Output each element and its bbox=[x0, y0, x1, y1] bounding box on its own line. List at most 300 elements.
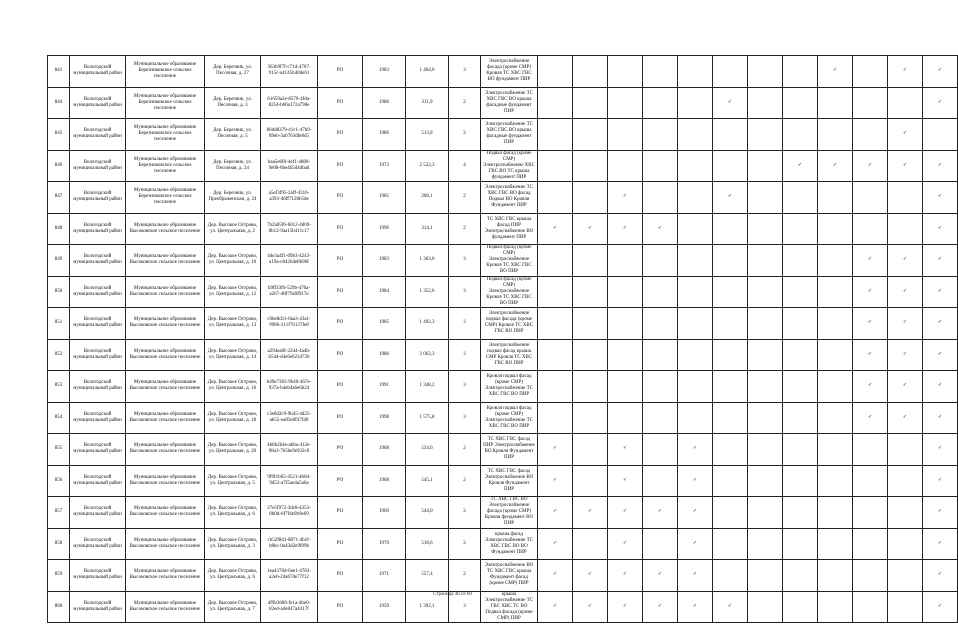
check-mark-icon: ✓ bbox=[923, 339, 958, 371]
year-cell: 1969 bbox=[363, 497, 406, 529]
empty-cell bbox=[853, 497, 888, 529]
empty-cell bbox=[748, 56, 783, 88]
municipality-cell: Муниципальное образование Высоковское сельское поселение bbox=[126, 528, 205, 560]
check-mark-icon: ✓ bbox=[888, 402, 923, 434]
fias-code-cell: 1ea4376d-0ae1-4783-a2e6-24a67de77f12 bbox=[261, 560, 318, 592]
empty-cell bbox=[573, 465, 608, 497]
check-mark-icon: ✓ bbox=[538, 560, 573, 592]
floors-cell: 3 bbox=[449, 402, 481, 434]
table-row bbox=[48, 371, 958, 403]
works-list-cell: ТС ХВС ГВС фасад ПИР Электроснабжение ВО Кровля Фундамент ПИР bbox=[481, 434, 538, 466]
municipality-cell: Муниципальное образование Высоковское сельское поселение bbox=[126, 339, 205, 371]
works-list-cell: Электроснабжение ТС ХВС ГВС ВО фасад Подвал ВО Кровля Фундамент ПИР bbox=[481, 182, 538, 214]
empty-cell bbox=[853, 56, 888, 88]
fias-code-cell: c3e0d2c9-9b45-4d25-ab55-ea83e0f47f40 bbox=[261, 402, 318, 434]
works-list-cell: Электроснабжение ТС ХВС ГВС ВО крыша фасадные фундамент ПИР bbox=[481, 87, 538, 119]
row-number-cell: 850 bbox=[48, 276, 70, 308]
empty-cell bbox=[678, 87, 713, 119]
ownership-cell: РО bbox=[318, 465, 363, 497]
area-cell: 1 363,0 bbox=[406, 245, 449, 277]
empty-cell bbox=[783, 339, 818, 371]
table-row bbox=[48, 182, 958, 214]
empty-cell bbox=[643, 434, 678, 466]
table-row bbox=[48, 245, 958, 277]
empty-cell bbox=[748, 182, 783, 214]
municipality-cell: Муниципальное образование Высоковское сельское поселение bbox=[126, 434, 205, 466]
ownership-cell: РО bbox=[318, 150, 363, 182]
empty-cell bbox=[538, 308, 573, 340]
table-row bbox=[48, 402, 958, 434]
empty-cell bbox=[713, 497, 748, 529]
table-row bbox=[48, 528, 958, 560]
works-list-cell: Электроснабжение подвал фасада (кроме СМР) Кровля ТС ХВС ГВС ВО ПИР bbox=[481, 308, 538, 340]
check-mark-icon: ✓ bbox=[923, 213, 958, 245]
check-mark-icon: ✓ bbox=[888, 150, 923, 182]
year-cell: 1996 bbox=[363, 213, 406, 245]
check-mark-icon: ✓ bbox=[643, 591, 678, 623]
works-list-cell: крыша фасад Электроснабжение ТС ХВС ГВС ВО ВО Фундамент ПИР bbox=[481, 528, 538, 560]
district-cell: Вологодский муниципальный район bbox=[70, 245, 126, 277]
empty-cell bbox=[748, 434, 783, 466]
check-mark-icon: ✓ bbox=[608, 182, 643, 214]
floors-cell: 3 bbox=[449, 276, 481, 308]
check-mark-icon: ✓ bbox=[818, 150, 853, 182]
address-cell: Дер. Высокое Острово, ул. Центральная, д. 2 bbox=[205, 213, 261, 245]
empty-cell bbox=[713, 150, 748, 182]
empty-cell bbox=[573, 56, 608, 88]
check-mark-icon: ✓ bbox=[678, 560, 713, 592]
empty-cell bbox=[538, 276, 573, 308]
table-row bbox=[48, 150, 958, 182]
empty-cell bbox=[783, 119, 818, 151]
municipality-cell: Муниципальное образование Высоковское сельское поселение bbox=[126, 371, 205, 403]
empty-cell bbox=[748, 119, 783, 151]
check-mark-icon: ✓ bbox=[643, 560, 678, 592]
works-list-cell: Кровля подвал фасад (кроме СМР) Электроснабжение ТС ХВС ГВС ВО ПИР bbox=[481, 371, 538, 403]
check-mark-icon: ✓ bbox=[538, 434, 573, 466]
check-mark-icon: ✓ bbox=[888, 339, 923, 371]
year-cell: 1970 bbox=[363, 528, 406, 560]
empty-cell bbox=[853, 182, 888, 214]
works-list-cell: Электроснабжение ВО ТС ХВС ГВС крыша Фундамент фасад (кроме СМР) ПИР bbox=[481, 560, 538, 592]
table-row bbox=[48, 87, 958, 119]
ownership-cell: РО bbox=[318, 497, 363, 529]
row-number-cell: 844 bbox=[48, 87, 70, 119]
fias-code-cell: 4de3a4f1-09b3-4243-a19a-c84264e8b96f bbox=[261, 245, 318, 277]
empty-cell bbox=[678, 308, 713, 340]
empty-cell bbox=[818, 528, 853, 560]
empty-cell bbox=[538, 339, 573, 371]
empty-cell bbox=[573, 87, 608, 119]
empty-cell bbox=[748, 245, 783, 277]
year-cell: 1983 bbox=[363, 245, 406, 277]
empty-cell bbox=[713, 528, 748, 560]
check-mark-icon: ✓ bbox=[573, 591, 608, 623]
check-mark-icon: ✓ bbox=[573, 213, 608, 245]
table-row bbox=[48, 434, 958, 466]
floors-cell: 3 bbox=[449, 56, 481, 88]
check-mark-icon: ✓ bbox=[923, 528, 958, 560]
works-list-cell: Подвал фасад (кроме СМР) Электроснабжение Кровля ТС ХВС ГВС ВО ПИР bbox=[481, 245, 538, 277]
empty-cell bbox=[923, 119, 958, 151]
fias-code-cell: 363b9f7f-c71d-4767-915c-a4145b40de61 bbox=[261, 56, 318, 88]
check-mark-icon: ✓ bbox=[923, 245, 958, 277]
area-cell: 1 464,0 bbox=[406, 56, 449, 88]
empty-cell bbox=[818, 119, 853, 151]
check-mark-icon: ✓ bbox=[888, 56, 923, 88]
municipality-cell: Муниципальное образование Высоковское сельское поселение bbox=[126, 402, 205, 434]
table-row bbox=[48, 339, 958, 371]
row-number-cell: 854 bbox=[48, 402, 70, 434]
row-number-cell: 848 bbox=[48, 213, 70, 245]
district-cell: Вологодский муниципальный район bbox=[70, 276, 126, 308]
check-mark-icon: ✓ bbox=[538, 465, 573, 497]
table-row bbox=[48, 497, 958, 529]
district-cell: Вологодский муниципальный район bbox=[70, 213, 126, 245]
empty-cell bbox=[608, 56, 643, 88]
floors-cell: 2 bbox=[449, 119, 481, 151]
ownership-cell: РО bbox=[318, 87, 363, 119]
municipality-cell: Муниципальное образование Березниковское сельское поселение bbox=[126, 119, 205, 151]
empty-cell bbox=[713, 560, 748, 592]
check-mark-icon: ✓ bbox=[923, 371, 958, 403]
ownership-cell: РО bbox=[318, 308, 363, 340]
empty-cell bbox=[748, 213, 783, 245]
ownership-cell: РО bbox=[318, 119, 363, 151]
empty-cell bbox=[608, 308, 643, 340]
empty-cell bbox=[783, 434, 818, 466]
row-number-cell: 847 bbox=[48, 182, 70, 214]
ownership-cell: РО bbox=[318, 245, 363, 277]
table-row bbox=[48, 119, 958, 151]
empty-cell bbox=[643, 465, 678, 497]
municipality-cell: Муниципальное образование Высоковское сельское поселение bbox=[126, 497, 205, 529]
works-list-cell: Подвал фасад (кроме СМР) Электроснабжение Кровля ТС ХВС ГВС ВО ПИР bbox=[481, 276, 538, 308]
empty-cell bbox=[643, 150, 678, 182]
empty-cell bbox=[643, 245, 678, 277]
empty-cell bbox=[608, 339, 643, 371]
works-list-cell: крыша Электроснабжение ТС ГВС ХВС ТС ВО Подвал фасада (кроме СМР) ПИР bbox=[481, 591, 538, 623]
check-mark-icon: ✓ bbox=[853, 371, 888, 403]
empty-cell bbox=[643, 56, 678, 88]
ownership-cell: РО bbox=[318, 213, 363, 245]
year-cell: 1986 bbox=[363, 119, 406, 151]
district-cell: Вологодский муниципальный район bbox=[70, 591, 126, 623]
floors-cell: 2 bbox=[449, 497, 481, 529]
table-row bbox=[48, 560, 958, 592]
district-cell: Вологодский муниципальный район bbox=[70, 182, 126, 214]
floors-cell: 3 bbox=[449, 591, 481, 623]
empty-cell bbox=[853, 560, 888, 592]
district-cell: Вологодский муниципальный район bbox=[70, 434, 126, 466]
year-cell: 1972 bbox=[363, 150, 406, 182]
check-mark-icon: ✓ bbox=[678, 434, 713, 466]
area-cell: 2 522,3 bbox=[406, 150, 449, 182]
municipality-cell: Муниципальное образование Высоковское сельское поселение bbox=[126, 465, 205, 497]
empty-cell bbox=[818, 308, 853, 340]
empty-cell bbox=[643, 402, 678, 434]
floors-cell: 2 bbox=[449, 87, 481, 119]
ownership-cell: РО bbox=[318, 276, 363, 308]
table-row bbox=[48, 465, 958, 497]
year-cell: 1986 bbox=[363, 87, 406, 119]
fias-code-cell: 4b8b2b4e-ab0a-412e-98a3-7b5be9e932c6 bbox=[261, 434, 318, 466]
address-cell: Дер. Высокое Острово, ул. Центральная, д. 20 bbox=[205, 434, 261, 466]
area-cell: 1 348,2 bbox=[406, 371, 449, 403]
address-cell: Дер. Высокое Острово, ул. Центральная, д. 3 bbox=[205, 528, 261, 560]
check-mark-icon: ✓ bbox=[888, 308, 923, 340]
empty-cell bbox=[888, 213, 923, 245]
row-number-cell: 855 bbox=[48, 434, 70, 466]
works-list-cell: Подвал фасад (кроме СМР) Электроснабжение ХВС ГВС ВО ТС крыша фундамент ПИР bbox=[481, 150, 538, 182]
empty-cell bbox=[713, 465, 748, 497]
municipality-cell: Муниципальное образование Березниковское сельское поселение bbox=[126, 56, 205, 88]
buildings-register-table bbox=[47, 55, 958, 623]
works-list-cell: ТС ХВС ГВС фасад Электроснабжение ВО Кровля Фундамент ПИР bbox=[481, 465, 538, 497]
ownership-cell: РО bbox=[318, 560, 363, 592]
empty-cell bbox=[678, 182, 713, 214]
empty-cell bbox=[783, 182, 818, 214]
empty-cell bbox=[678, 339, 713, 371]
empty-cell bbox=[783, 528, 818, 560]
row-number-cell: 859 bbox=[48, 560, 70, 592]
check-mark-icon: ✓ bbox=[888, 245, 923, 277]
check-mark-icon: ✓ bbox=[853, 245, 888, 277]
district-cell: Вологодский муниципальный район bbox=[70, 56, 126, 88]
district-cell: Вологодский муниципальный район bbox=[70, 560, 126, 592]
check-mark-icon: ✓ bbox=[608, 497, 643, 529]
district-cell: Вологодский муниципальный район bbox=[70, 497, 126, 529]
municipality-cell: Муниципальное образование Высоковское сельское поселение bbox=[126, 308, 205, 340]
area-cell: 545,1 bbox=[406, 465, 449, 497]
empty-cell bbox=[678, 402, 713, 434]
address-cell: Дер. Высокое Острово, ул. Центральная, д. 10 bbox=[205, 245, 261, 277]
empty-cell bbox=[643, 371, 678, 403]
empty-cell bbox=[643, 308, 678, 340]
fias-code-cell: 7b2a05f6-6012-4d69-8b12-9aa15b411c17 bbox=[261, 213, 318, 245]
table-row bbox=[48, 276, 958, 308]
empty-cell bbox=[608, 150, 643, 182]
area-cell: 544,0 bbox=[406, 497, 449, 529]
check-mark-icon: ✓ bbox=[678, 465, 713, 497]
municipality-cell: Муниципальное образование Березниковское сельское поселение bbox=[126, 87, 205, 119]
empty-cell bbox=[608, 119, 643, 151]
empty-cell bbox=[748, 308, 783, 340]
fias-code-cell: 9f9f1b65-4521-4b0d-9d53-a7f5ae4a5a6a bbox=[261, 465, 318, 497]
row-number-cell: 857 bbox=[48, 497, 70, 529]
municipality-cell: Муниципальное образование Березниковское сельское поселение bbox=[126, 182, 205, 214]
floors-cell: 3 bbox=[449, 339, 481, 371]
address-cell: Дер. Высокое Острово, ул. Центральная, д. 18 bbox=[205, 402, 261, 434]
year-cell: 1959 bbox=[363, 591, 406, 623]
check-mark-icon: ✓ bbox=[923, 308, 958, 340]
municipality-cell: Муниципальное образование Высоковское сельское поселение bbox=[126, 245, 205, 277]
page-footer: Страница 48 из 60 bbox=[433, 592, 472, 597]
row-number-cell: 841 bbox=[48, 56, 70, 88]
row-number-cell: 858 bbox=[48, 528, 70, 560]
floors-cell: 2 bbox=[449, 213, 481, 245]
address-cell: Дер. Высокое Острово, ул. Центральная, д. 16 bbox=[205, 371, 261, 403]
year-cell: 1968 bbox=[363, 465, 406, 497]
empty-cell bbox=[818, 560, 853, 592]
empty-cell bbox=[818, 245, 853, 277]
ownership-cell: РО bbox=[318, 402, 363, 434]
table-row bbox=[48, 56, 958, 88]
ownership-cell: РО bbox=[318, 434, 363, 466]
fias-code-cell: baa5e6f0-4ef1-4880-9e08-6be4b5d4d6ad bbox=[261, 150, 318, 182]
year-cell: 1986 bbox=[363, 339, 406, 371]
empty-cell bbox=[573, 276, 608, 308]
empty-cell bbox=[538, 119, 573, 151]
check-mark-icon: ✓ bbox=[923, 591, 958, 623]
empty-cell bbox=[818, 213, 853, 245]
empty-cell bbox=[573, 339, 608, 371]
district-cell: Вологодский муниципальный район bbox=[70, 308, 126, 340]
address-cell: Дер. Березник, ул. Песочная, д. 24 bbox=[205, 150, 261, 182]
fias-code-cell: 4f9b3686-fe1a-4be0-82ed-a4e847a4417f bbox=[261, 591, 318, 623]
floors-cell: 3 bbox=[449, 245, 481, 277]
municipality-cell: Муниципальное образование Березниковское сельское поселение bbox=[126, 150, 205, 182]
check-mark-icon: ✓ bbox=[538, 528, 573, 560]
area-cell: 1 492,3 bbox=[406, 308, 449, 340]
municipality-cell: Муниципальное образование Высоковское сельское поселение bbox=[126, 213, 205, 245]
empty-cell bbox=[853, 119, 888, 151]
address-cell: Дер. Березник, ул. Песочная, д. 3 bbox=[205, 87, 261, 119]
row-number-cell: 851 bbox=[48, 308, 70, 340]
check-mark-icon: ✓ bbox=[538, 213, 573, 245]
table-row bbox=[48, 213, 958, 245]
address-cell: Дер. Высокое Острово, ул. Центральная, д. 14 bbox=[205, 339, 261, 371]
empty-cell bbox=[853, 434, 888, 466]
fias-code-cell: cb52f8d1-8871-4b1f-b8bc-0a43d2e9f99b bbox=[261, 528, 318, 560]
row-number-cell: 849 bbox=[48, 245, 70, 277]
empty-cell bbox=[818, 371, 853, 403]
empty-cell bbox=[608, 402, 643, 434]
year-cell: 1998 bbox=[363, 402, 406, 434]
check-mark-icon: ✓ bbox=[888, 276, 923, 308]
area-cell: 208,1 bbox=[406, 182, 449, 214]
empty-cell bbox=[888, 560, 923, 592]
empty-cell bbox=[748, 150, 783, 182]
ownership-cell: РО bbox=[318, 591, 363, 623]
check-mark-icon: ✓ bbox=[853, 339, 888, 371]
check-mark-icon: ✓ bbox=[853, 276, 888, 308]
empty-cell bbox=[713, 245, 748, 277]
empty-cell bbox=[888, 434, 923, 466]
address-cell: Дер. Высокое Острово, ул. Центральная, д. 6 bbox=[205, 560, 261, 592]
district-cell: Вологодский муниципальный район bbox=[70, 402, 126, 434]
empty-cell bbox=[853, 87, 888, 119]
check-mark-icon: ✓ bbox=[923, 402, 958, 434]
empty-cell bbox=[783, 465, 818, 497]
check-mark-icon: ✓ bbox=[923, 465, 958, 497]
row-number-cell: 846 bbox=[48, 150, 70, 182]
empty-cell bbox=[713, 434, 748, 466]
area-cell: 534,6 bbox=[406, 434, 449, 466]
check-mark-icon: ✓ bbox=[608, 465, 643, 497]
empty-cell bbox=[573, 182, 608, 214]
works-list-cell: Кровля подвал фасад (кроме СМР) Электроснабжение ТС ХВС ГВС ВО ПИР bbox=[481, 402, 538, 434]
district-cell: Вологодский муниципальный район bbox=[70, 528, 126, 560]
municipality-cell: Муниципальное образование Высоковское сельское поселение bbox=[126, 276, 205, 308]
area-cell: 311,9 bbox=[406, 87, 449, 119]
address-cell: Дер. Березник, ул. Песочная, д. 5 bbox=[205, 119, 261, 151]
floors-cell: 4 bbox=[449, 150, 481, 182]
fias-code-cell: a294ea6f-22d4-4a4b-b544-d4e6e6234726 bbox=[261, 339, 318, 371]
district-cell: Вологодский муниципальный район bbox=[70, 119, 126, 151]
municipality-cell: Муниципальное образование Высоковское сельское поселение bbox=[126, 591, 205, 623]
year-cell: 1983 bbox=[363, 56, 406, 88]
empty-cell bbox=[573, 119, 608, 151]
year-cell: 1985 bbox=[363, 182, 406, 214]
empty-cell bbox=[888, 87, 923, 119]
empty-cell bbox=[678, 213, 713, 245]
empty-cell bbox=[748, 465, 783, 497]
empty-cell bbox=[783, 213, 818, 245]
address-cell: Дер. Высокое Острово, ул. Центральная, д. 12 bbox=[205, 276, 261, 308]
fias-code-cell: 27e5f972-3dc8-4353-8b0d-6f7f4e9b9e69 bbox=[261, 497, 318, 529]
check-mark-icon: ✓ bbox=[713, 182, 748, 214]
empty-cell bbox=[643, 182, 678, 214]
floors-cell: 3 bbox=[449, 308, 481, 340]
check-mark-icon: ✓ bbox=[538, 591, 573, 623]
floors-cell: 2 bbox=[449, 560, 481, 592]
empty-cell bbox=[713, 339, 748, 371]
area-cell: 1 575,8 bbox=[406, 402, 449, 434]
year-cell: 1968 bbox=[363, 434, 406, 466]
district-cell: Вологодский муниципальный район bbox=[70, 339, 126, 371]
check-mark-icon: ✓ bbox=[923, 497, 958, 529]
area-cell: 513,8 bbox=[406, 119, 449, 151]
empty-cell bbox=[538, 56, 573, 88]
empty-cell bbox=[783, 560, 818, 592]
row-number-cell: 860 bbox=[48, 591, 70, 623]
works-list-cell: Электроснабжение ТС ХВС ГВС ВО крыша фасадные фундамент ПИР bbox=[481, 119, 538, 151]
district-cell: Вологодский муниципальный район bbox=[70, 87, 126, 119]
empty-cell bbox=[713, 213, 748, 245]
empty-cell bbox=[573, 150, 608, 182]
empty-cell bbox=[888, 182, 923, 214]
empty-cell bbox=[573, 371, 608, 403]
address-cell: Дер. Высокое Острово, ул. Центральная, д. 5 bbox=[205, 465, 261, 497]
check-mark-icon: ✓ bbox=[783, 150, 818, 182]
district-cell: Вологодский муниципальный район bbox=[70, 371, 126, 403]
area-cell: 2 063,3 bbox=[406, 339, 449, 371]
works-list-cell: ТС ХВС ГВС ВО Электроснабжение фасада (кроме СМР) Кровля фундамент ВО ПИР bbox=[481, 497, 538, 529]
fias-code-cell: 86dd8379-41c1-47b9-89eb-3a6763dfe8d5 bbox=[261, 119, 318, 151]
check-mark-icon: ✓ bbox=[923, 434, 958, 466]
empty-cell bbox=[748, 87, 783, 119]
empty-cell bbox=[678, 371, 713, 403]
empty-cell bbox=[643, 87, 678, 119]
empty-cell bbox=[818, 182, 853, 214]
check-mark-icon: ✓ bbox=[888, 371, 923, 403]
works-list-cell: ТС ХВС ГВС крыша фасад ПИР Электроснабжение ВО фундамент ПИР bbox=[481, 213, 538, 245]
ownership-cell: РО bbox=[318, 528, 363, 560]
check-mark-icon: ✓ bbox=[923, 56, 958, 88]
empty-cell bbox=[888, 465, 923, 497]
empty-cell bbox=[573, 402, 608, 434]
floors-cell: 3 bbox=[449, 371, 481, 403]
empty-cell bbox=[608, 245, 643, 277]
check-mark-icon: ✓ bbox=[853, 402, 888, 434]
empty-cell bbox=[748, 402, 783, 434]
check-mark-icon: ✓ bbox=[678, 528, 713, 560]
empty-cell bbox=[783, 402, 818, 434]
empty-cell bbox=[818, 497, 853, 529]
check-mark-icon: ✓ bbox=[643, 213, 678, 245]
empty-cell bbox=[678, 276, 713, 308]
